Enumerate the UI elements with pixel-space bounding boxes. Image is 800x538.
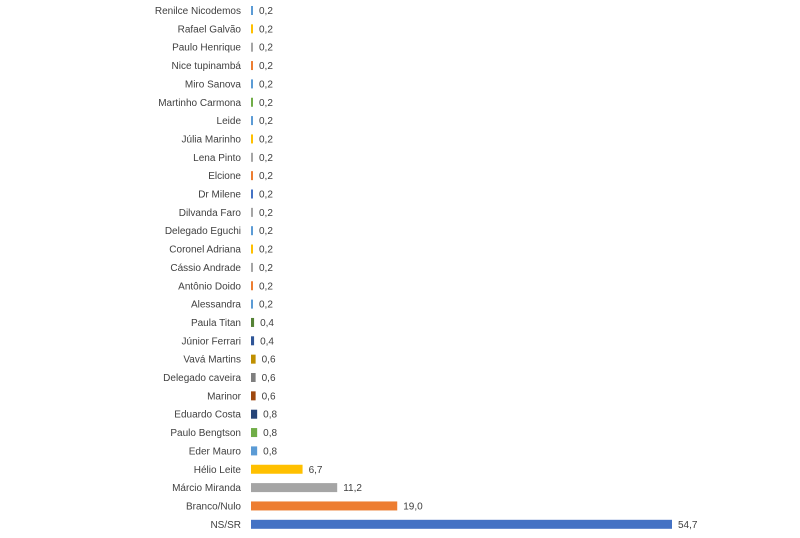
bar bbox=[251, 263, 253, 272]
category-label: Delegado caveira bbox=[163, 373, 241, 384]
category-label: NS/SR bbox=[210, 519, 241, 531]
category-label: Paulo Bengtson bbox=[170, 428, 241, 440]
bars-group bbox=[251, 6, 672, 529]
data-label: 0,2 bbox=[259, 24, 273, 36]
category-label: Nice tupinambá bbox=[171, 61, 241, 73]
bar bbox=[251, 98, 253, 107]
bar bbox=[251, 428, 257, 437]
bar bbox=[251, 61, 253, 70]
bar bbox=[251, 391, 256, 400]
bar bbox=[251, 153, 253, 162]
bar bbox=[251, 6, 253, 15]
bar bbox=[251, 355, 256, 364]
data-label: 0,6 bbox=[261, 373, 276, 384]
bar bbox=[251, 483, 337, 492]
data-label: 0,2 bbox=[259, 281, 273, 293]
data-label: 6,7 bbox=[308, 464, 323, 476]
data-label: 0,8 bbox=[263, 428, 278, 440]
category-label: Dilvanda Faro bbox=[178, 207, 241, 219]
category-label: Cássio Andrade bbox=[170, 262, 241, 274]
data-label: 0,2 bbox=[259, 61, 273, 73]
bar bbox=[251, 245, 253, 254]
data-label: 0,2 bbox=[259, 134, 273, 146]
bar bbox=[251, 43, 253, 52]
bar bbox=[251, 373, 256, 382]
bar bbox=[251, 520, 672, 529]
data-label: 0,2 bbox=[259, 152, 273, 164]
category-label: Lena Pinto bbox=[193, 152, 241, 164]
bar bbox=[251, 171, 253, 180]
bar bbox=[251, 410, 257, 419]
data-label: 0,2 bbox=[259, 299, 273, 311]
data-label: 0,6 bbox=[261, 391, 276, 403]
bar bbox=[251, 281, 253, 290]
category-label: Coronel Adriana bbox=[169, 244, 241, 256]
category-label: Vavá Martins bbox=[183, 354, 241, 366]
category-label: Alessandra bbox=[190, 299, 241, 311]
bar bbox=[251, 190, 253, 199]
bar bbox=[251, 226, 253, 235]
bar bbox=[251, 336, 254, 345]
data-label: 0,2 bbox=[259, 97, 273, 109]
category-label: Júnior Ferrari bbox=[181, 336, 241, 348]
category-label: Branco/Nulo bbox=[185, 501, 241, 513]
data-label: 0,2 bbox=[259, 6, 273, 17]
data-label: 0,8 bbox=[263, 409, 278, 421]
category-label: Martinho Carmona bbox=[158, 97, 241, 109]
bar bbox=[251, 116, 253, 125]
category-label: Leide bbox=[216, 116, 241, 128]
category-label: Miro Sanova bbox=[184, 79, 241, 91]
data-label: 0,2 bbox=[259, 171, 273, 183]
data-label: 0,4 bbox=[260, 317, 274, 329]
data-label: 0,2 bbox=[259, 79, 273, 91]
category-label: Márcio Miranda bbox=[172, 483, 241, 495]
data-label: 0,2 bbox=[259, 262, 273, 274]
data-label: 0,2 bbox=[259, 116, 273, 128]
category-labels bbox=[155, 6, 242, 531]
category-label: Elcione bbox=[208, 171, 241, 183]
category-label: Antônio Doido bbox=[178, 281, 241, 293]
category-label: Eder Mauro bbox=[188, 446, 241, 458]
category-label: Júlia Marinho bbox=[181, 134, 241, 146]
data-label: 0,4 bbox=[260, 336, 274, 348]
category-label: Marinor bbox=[207, 391, 241, 403]
category-label: Renilce Nicodemos bbox=[154, 6, 241, 17]
category-label: Paula Titan bbox=[190, 317, 241, 329]
bar bbox=[251, 300, 253, 309]
bar bbox=[251, 208, 253, 217]
category-label: Rafael Galvão bbox=[177, 24, 241, 36]
bar bbox=[251, 79, 253, 88]
category-label: Dr Milene bbox=[198, 189, 241, 201]
category-label: Hélio Leite bbox=[193, 464, 241, 476]
data-label: 0,6 bbox=[261, 354, 276, 366]
data-label: 0,2 bbox=[259, 42, 273, 54]
bar bbox=[251, 318, 254, 327]
data-label: 0,2 bbox=[259, 226, 273, 238]
bar bbox=[251, 24, 253, 33]
data-label: 19,0 bbox=[403, 501, 423, 513]
data-label: 0,2 bbox=[259, 207, 273, 219]
data-label: 0,2 bbox=[259, 244, 273, 256]
bar bbox=[251, 501, 397, 510]
bar bbox=[251, 465, 303, 474]
data-label: 11,2 bbox=[343, 483, 362, 495]
value-labels bbox=[259, 6, 698, 531]
data-label: 0,8 bbox=[263, 446, 278, 458]
data-label: 0,2 bbox=[259, 189, 273, 201]
bar bbox=[251, 134, 253, 143]
bar bbox=[251, 446, 257, 455]
data-label: 54,7 bbox=[678, 519, 698, 531]
category-label: Delegado Eguchi bbox=[164, 226, 241, 238]
category-label: Paulo Henrique bbox=[172, 42, 241, 54]
category-label: Eduardo Costa bbox=[174, 409, 241, 421]
